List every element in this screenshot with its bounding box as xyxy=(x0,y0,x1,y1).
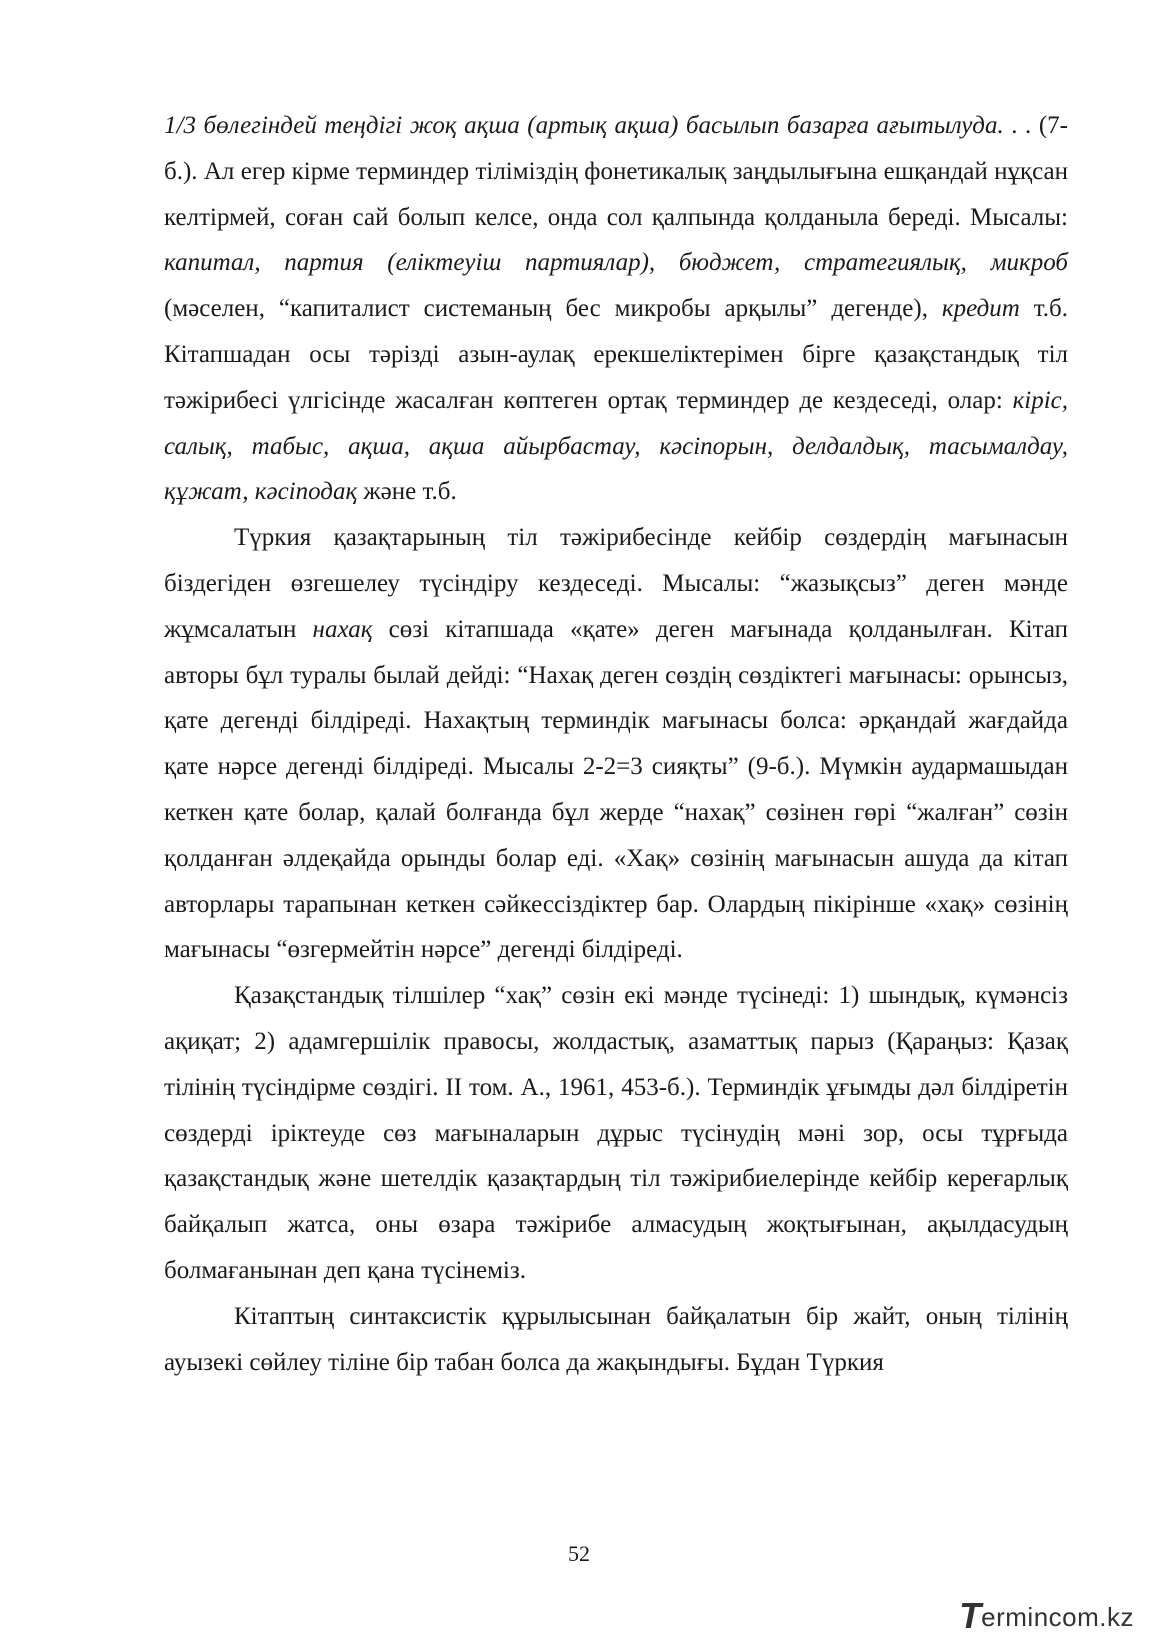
watermark-initial: T xyxy=(959,1595,982,1636)
italic-term-run: кредит xyxy=(941,295,1020,323)
text-run: Кітаптың синтаксистік құрылысынан байқалатын бір жайт, оның тілінің ауызекі сөйлеу тіліне бір табан болса да жақындығы. Бұдан Түркия xyxy=(164,1302,1068,1376)
italic-term-run: 1/3 бөлегіндей теңдігі жоқ ақша (артық ақша) басылып базарға ағытылуда. xyxy=(164,112,1004,139)
text-run: Түркия қазақтарының тіл тәжірибесінде кейбір сөздердің мағынасын біздегіден өзгешелеу түсіндіру кездеседі. Мысалы: “жазықсыз” деген мәнде жұмсалатын xyxy=(164,524,1068,643)
text-run: . . (7-б.). Ал егер кірме терминдер тіліміздің фонетикалық заңдылығына ешқандай нұқсан келтірмей, соған сай болып келсе, онда сол қалпында қолданыла береді. Мысалы: xyxy=(164,112,1068,231)
text-run: (мәселен, “капиталист системаның бес микробы арқылы” дегенде), xyxy=(164,295,942,323)
paragraph-4 xyxy=(164,1294,1068,1386)
italic-term-run: капитал, партия (еліктеуіш партиялар), бюджет, стратегиялық, микроб xyxy=(164,249,1068,277)
text-run: және т.б. xyxy=(357,478,457,506)
document-body xyxy=(164,103,1068,1385)
paragraph-3 xyxy=(164,973,1068,1294)
watermark-text: ermincom.kz xyxy=(981,1602,1134,1632)
italic-term-run: нахақ xyxy=(312,615,373,643)
italic-term-run: кіріс, салық, табыс, ақша, ақша айырбастау, кәсіпорын, делдалдық, тасымалдау, құжат, кәсіподақ xyxy=(164,386,1068,506)
text-run: т.б. Кітапшадан осы тәрізді азын-аулақ ерекшеліктерімен бірге қазақстандық тіл тәжірибесі үлгісінде жасалған көптеген ортақ терминдер де кездеседі, олар: xyxy=(164,295,1068,414)
text-run: Қазақстандық тілшілер “хақ” сөзін екі мәнде түсінеді: 1) шындық, күмәнсіз ақиқат; 2) адамгершілік правосы, жолдастық, азаматтық парыз (Қараңыз: Қазақ тілінің түсіндірме сөздігі. ІІ том. А., 1961, 453-б.). Терминдік ұғымды дәл білдіретін сөздерді іріктеуде сөз мағыналарын дұрыс түсінудің мәні зор, осы тұрғыда қазақстандық және шетелдік қазақтардың тіл тәжірибиелерінде кейбір кереғарлық байқалып жатса, оны өзара тәжірибе алмасудың жоқтығынан, ақылдасудың болмағанынан деп қана түсінеміз. xyxy=(164,982,1068,1284)
paragraph-1 xyxy=(164,103,1068,515)
paragraph-2 xyxy=(164,515,1068,973)
text-run: сөзі кітапшада «қате» деген мағынада қолданылған. Кітап авторы бұл туралы былай дейді: “Нахақ деген сөздің сөздіктегі мағынасы: орынсыз, қате дегенді білдіреді. Нахақтың терминдік мағынасы болса: әрқандай жағдайда қате нәрсе дегенді білдіреді. Мысалы 2-2=3 сияқты” (9-б.). Мүмкін аудармашыдан кеткен қате болар, қалай болғанда бұл жерде “нахақ” сөзінен гөрі “жалған” сөзін қолданған әлдеқайда орынды болар еді. «Хақ» сөзінің мағынасын ашуда да кітап авторлары тарапынан кеткен сәйкессіздіктер бар. Олардың пікірінше «хақ» сөзінің мағынасы “өзгермейтін нәрсе” дегенді білдіреді. xyxy=(164,615,1069,964)
page-number: 52 xyxy=(568,1541,590,1566)
site-watermark-logo xyxy=(959,1588,1134,1636)
